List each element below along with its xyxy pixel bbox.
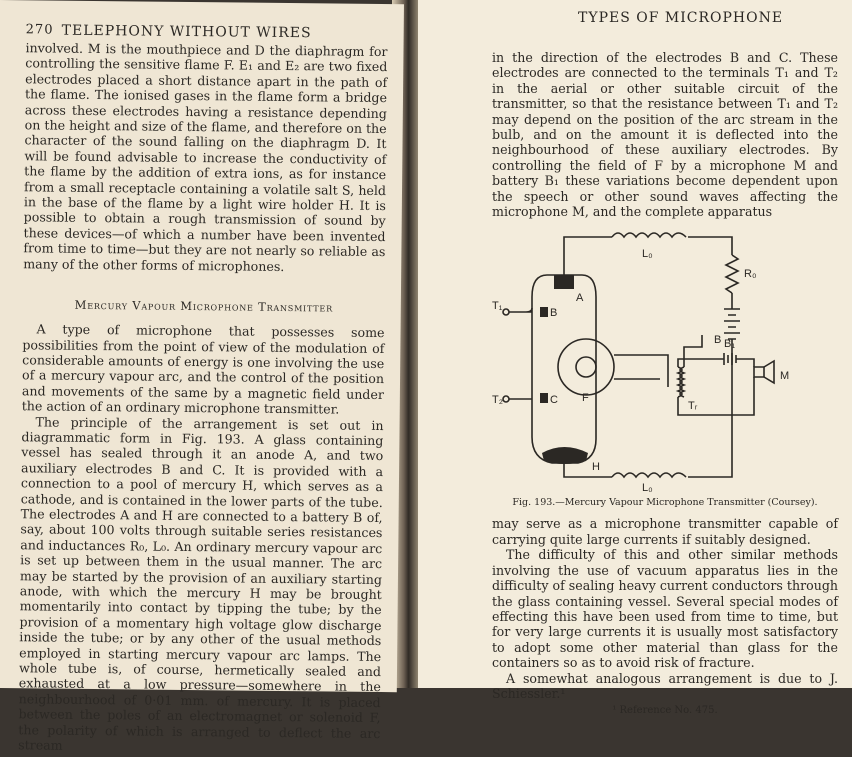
label-f: F — [582, 392, 589, 405]
paragraph: in the direction of the electrodes B and C. These electrodes are connected to the terminals T₁ and T₂ in the aerial or other suitable circuit of the transmitter, so that the resistance between T₁ and T₂ may depend on the position of the arc stream in the bulb, and on the amount it is deflected into the neighbourhood of these auxiliary electrodes. By controlling the field of F by a microphone M and battery B₁ these variations become dependent upon the speech or other sound waves affecting the microphone M, and the complete apparatus — [492, 50, 838, 220]
label-h: H — [592, 461, 600, 474]
label-battery-b: B — [714, 334, 722, 347]
mercury-pool — [542, 447, 588, 464]
anode-a — [554, 275, 574, 289]
footnote: ¹ Reference No. 475. — [612, 705, 718, 717]
paragraph: involved. M is the mouthpiece and D the diaphragm for controlling the sensitive flame F. E₁ and E₂ are two fixed electrodes placed a short distance apart in the path of the flame. The ionised gases in the flame form a bridge across these electrodes having a resistance depending on the height and size of the flame, and therefore on the character of the sound falling on the diaphragm D. It will be found advisable to increase the conductivity of the flame by the addition of extra ions, as for instance from a small receptacle containing a volatile salt S, held in the base of the flame by a light wire holder H. It is possible to obtain a rough transmission of sound by these devices—of which a number have been invented from time to time—but they are not nearly so reliable as many of the other forms of microphones. — [23, 40, 388, 274]
running-head — [492, 10, 838, 50]
figure-caption: Fig. 193.—Mercury Vapour Microphone Transmitter (Coursey). — [512, 497, 818, 509]
label-r0: R₀ — [744, 268, 757, 281]
running-head-title: TELEPHONY WITHOUT WIRES — [61, 22, 312, 42]
label-l0-top: L₀ — [642, 248, 653, 261]
right-page — [418, 0, 852, 717]
label-tr: Tᵣ — [688, 400, 698, 413]
paragraph: The difficulty of this and other similar methods involving the use of vacuum apparatus lies in the difficulty of sealing heavy current conductors through the glass containing vessel. Several special modes of effecting this have been used from time to time, but for very large currents it is usually most satisfactory to adopt some other material than glass for the containers so as to avoid risk of fracture. — [492, 547, 838, 671]
figure-193 — [492, 227, 832, 495]
page-number: 270 — [25, 22, 54, 38]
label-c: C — [550, 394, 558, 407]
left-page — [0, 0, 404, 753]
label-a: A — [576, 292, 584, 305]
label-b: B — [550, 307, 558, 320]
paragraph: The principle of the arrangement is set out in diagrammatic form in Fig. 193. A glass containing vessel has sealed through it an anode A, and two auxiliary electrodes B and C. It is provided with a connection to a pool of mercury H, which serves as a cathode, and is contained in the lower parts of the tube. The electrodes A and H are connected to a battery B of, say, about 100 volts through suitable series resistances and inductances R₀, L₀. An ordinary mercury vapour arc is set up between them in the usual manner. The arc may be started by the provision of an auxiliary starting anode, with which the mercury H may be brought momentarily into contact by tipping the tube; by the provision of a momentary high voltage glow discharge inside the tube; or by any other of the usual methods employed in starting mercury vapour arc lamps. The whole tube is, of course, hermetically sealed and exhausted at a low pressure—somewhere in the neighbourhood of 0·01 mm. of mercury. It is placed between the poles of an electromagnet or solenoid F, the polarity of which is arranged to deflect the arc stream — [18, 413, 384, 753]
running-head — [26, 20, 388, 44]
section-heading: Mercury Vapour Microphone Transmitter — [74, 297, 334, 315]
label-b1: B₁ — [724, 338, 736, 351]
label-t1: T₁ — [492, 300, 503, 313]
paragraph: may serve as a microphone transmitter capable of carrying quite large currents if suitably designed. — [492, 516, 838, 547]
electrode-c — [540, 393, 548, 403]
paragraph: A type of microphone that possesses some possibilities from the point of view of the modulation of considerable amounts of energy is one involving the use of a mercury vapour arc, and the control of the position and movements of the same by a magnetic field under the action of an ordinary microphone transmitter. — [21, 321, 385, 417]
glass-vessel — [532, 275, 596, 463]
electrode-b — [540, 307, 548, 317]
label-t2: T₂ — [492, 394, 503, 407]
running-head-title: TYPES OF MICROPHONE — [578, 10, 784, 26]
circuit-diagram — [492, 227, 832, 495]
label-m: M — [780, 370, 790, 383]
paragraph: A somewhat analogous arrangement is due to J. Schiessler.¹ — [492, 670, 838, 701]
label-l0-bottom: L₀ — [642, 482, 653, 495]
